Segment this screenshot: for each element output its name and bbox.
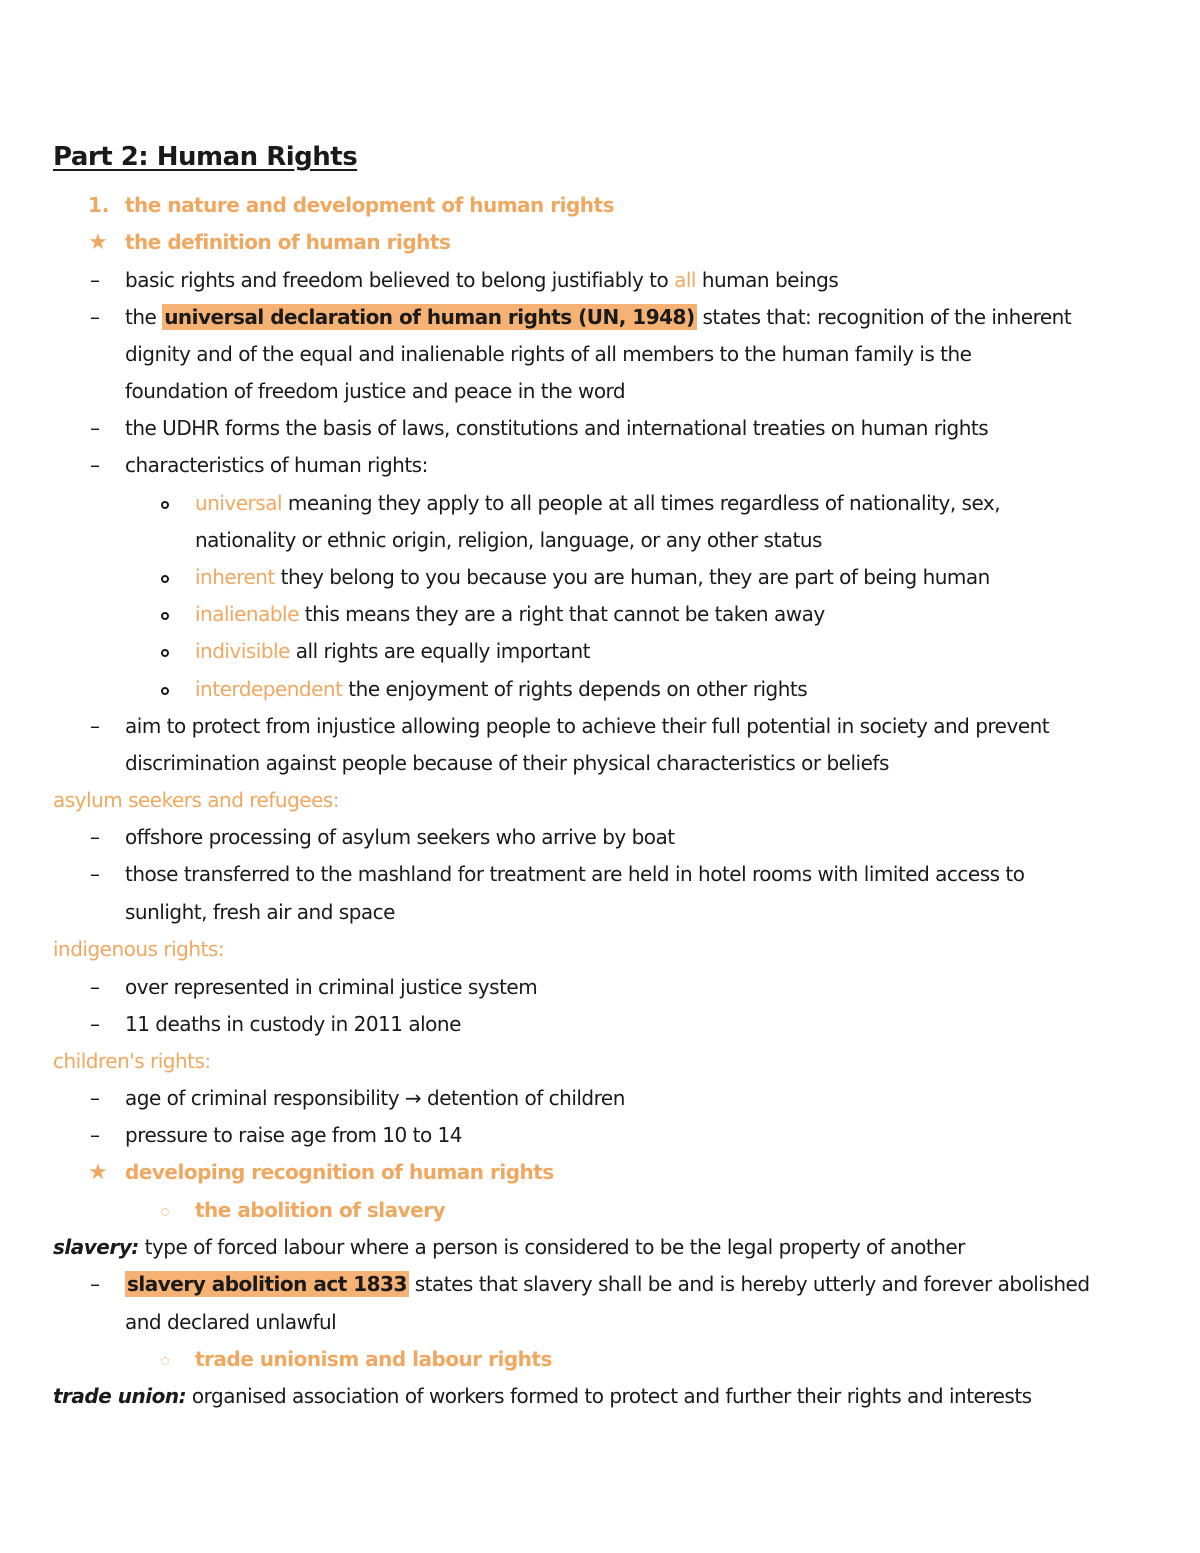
text-span: all rights are equally important <box>289 639 591 663</box>
highlighted-term: slavery abolition act 1833 <box>127 1272 407 1296</box>
list-item-continuation: foundation of freedom justice and peace in the word <box>125 379 626 403</box>
list-item: those transferred to the mashland for treatment are held in hotel rooms with limited access to <box>125 862 1025 886</box>
text-span: they belong to you because you are human, they are part of being human <box>274 565 990 589</box>
list-item-continuation: nationality or ethnic origin, religion, language, or any other status <box>195 528 822 552</box>
dash-bullet: – <box>90 862 100 886</box>
defined-term: trade union: <box>53 1384 187 1408</box>
circle-bullet-icon <box>161 649 169 657</box>
characteristic-item <box>195 671 807 708</box>
text-span: this means they are a right that cannot be taken away <box>298 602 825 626</box>
text-span: states that slavery shall be and is hereby utterly and forever abolished <box>408 1272 1090 1296</box>
circle-bullet-icon <box>161 612 169 620</box>
defined-term: slavery: <box>53 1235 139 1259</box>
list-item <box>125 299 1071 336</box>
list-item: age of criminal responsibility → detention of children <box>125 1086 625 1110</box>
sub-subsection-heading: trade unionism and labour rights <box>195 1347 552 1371</box>
list-item <box>125 262 838 299</box>
list-number: 1. <box>88 193 110 217</box>
characteristic-term: indivisible <box>195 639 290 663</box>
dash-bullet: – <box>90 416 100 440</box>
star-icon: ★ <box>88 230 108 255</box>
circle-bullet-icon <box>161 1208 169 1216</box>
text-span: meaning they apply to all people at all times regardless of nationality, sex, <box>282 491 1001 515</box>
dash-bullet: – <box>90 1123 100 1147</box>
topic-heading: asylum seekers and refugees: <box>53 788 340 812</box>
text-span: organised association of workers formed to protect and further their rights and interests <box>186 1384 1032 1408</box>
circle-bullet-icon <box>161 1357 169 1365</box>
dash-bullet: – <box>90 975 100 999</box>
page-title: Part 2: Human Rights <box>53 142 358 172</box>
list-item: characteristics of human rights: <box>125 453 428 477</box>
list-item: over represented in criminal justice system <box>125 975 538 999</box>
list-item: aim to protect from injustice allowing people to achieve their full potential in society and prevent <box>125 714 1050 738</box>
list-item: the UDHR forms the basis of laws, constitutions and international treaties on human rights <box>125 416 989 440</box>
topic-heading: children's rights: <box>53 1049 211 1073</box>
list-item: offshore processing of asylum seekers who arrive by boat <box>125 825 675 849</box>
characteristic-term: interdependent <box>195 677 343 701</box>
dash-bullet: – <box>90 1012 100 1036</box>
dash-bullet: – <box>90 305 100 329</box>
circle-bullet-icon <box>161 501 169 509</box>
characteristic-item <box>195 596 825 633</box>
list-item <box>125 1266 1090 1303</box>
circle-bullet-icon <box>161 687 169 695</box>
dash-bullet: – <box>90 453 100 477</box>
text-span: states that: recognition of the inherent <box>696 305 1072 329</box>
text-span: human beings <box>695 268 839 292</box>
section-heading: the nature and development of human rights <box>125 193 614 217</box>
definition-line <box>53 1378 1032 1415</box>
dash-bullet: – <box>90 714 100 738</box>
characteristic-item <box>195 559 990 596</box>
characteristic-item <box>195 485 1000 522</box>
list-item-continuation: and declared unlawful <box>125 1310 337 1334</box>
dash-bullet: – <box>90 1086 100 1110</box>
highlighted-term: universal declaration of human rights (UN, 1948) <box>164 305 695 329</box>
dash-bullet: – <box>90 268 100 292</box>
text-span: the <box>125 305 163 329</box>
list-item-continuation: discrimination against people because of their physical characteristics or beliefs <box>125 751 889 775</box>
subsection-heading: developing recognition of human rights <box>125 1160 554 1184</box>
circle-bullet-icon <box>161 575 169 583</box>
list-item: pressure to raise age from 10 to 14 <box>125 1123 463 1147</box>
text-span: basic rights and freedom believed to belong justifiably to <box>125 268 675 292</box>
definition-line <box>53 1229 965 1266</box>
characteristic-term: inherent <box>195 565 275 589</box>
characteristic-term: universal <box>195 491 283 515</box>
list-item-continuation: sunlight, fresh air and space <box>125 900 395 924</box>
topic-heading: indigenous rights: <box>53 937 224 961</box>
sub-subsection-heading: the abolition of slavery <box>195 1198 446 1222</box>
text-span: type of forced labour where a person is considered to be the legal property of another <box>138 1235 965 1259</box>
star-icon: ★ <box>88 1160 108 1185</box>
text-span: the enjoyment of rights depends on other rights <box>342 677 808 701</box>
list-item: 11 deaths in custody in 2011 alone <box>125 1012 461 1036</box>
subsection-heading: the definition of human rights <box>125 230 451 254</box>
accent-word: all <box>674 268 696 292</box>
characteristic-item <box>195 633 590 670</box>
dash-bullet: – <box>90 825 100 849</box>
list-item-continuation: dignity and of the equal and inalienable rights of all members to the human family is the <box>125 342 972 366</box>
dash-bullet: – <box>90 1272 100 1296</box>
characteristic-term: inalienable <box>195 602 299 626</box>
